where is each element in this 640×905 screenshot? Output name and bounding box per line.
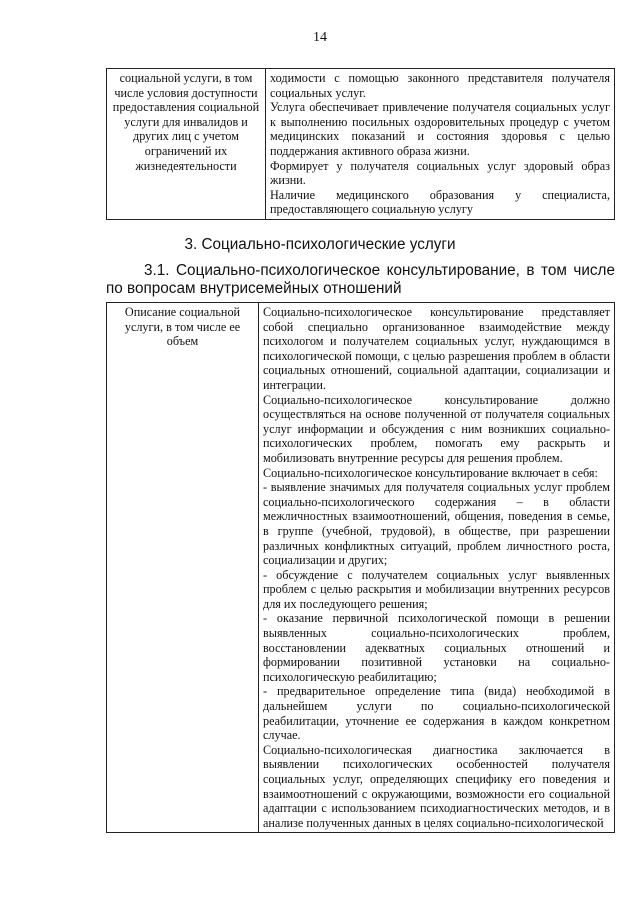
- page-number: 14: [313, 30, 327, 45]
- table-row: [107, 69, 615, 220]
- paragraph: Услуга обеспечивает привлечение получателя социальных услуг к выполнению посильных оздоровительных процедур с учетом медицинских показаний и состояния здоровья с целью поддержания активного образа жизни.: [270, 100, 610, 158]
- paragraph: - предварительное определение типа (вида) необходимой в дальнейшем услуги по социально-психологической реабилитации, уточнение ее содержания в каждом конкретном случае.: [263, 684, 610, 743]
- service-description-label: Описание социальной услуги, в том числе ее объем: [107, 303, 259, 833]
- section-title: 3. Социально-психологические услуги: [184, 236, 456, 253]
- paragraph: Социально-психологическое консультирование включает в себя:: [263, 465, 598, 480]
- service-description-label: социальной услуги, в том числе условия доступности предоставления социальной услуги для инвалидов и других лиц с учетом ограничений их жизнедеятельности: [107, 69, 266, 220]
- subsection-title-text: 3.1. Социально-психологическое консультирование, в том числе по вопросам внутрисемейных отношений: [106, 262, 615, 297]
- paragraph: Формирует у получателя социальных услуг здоровый образ жизни.: [270, 158, 610, 188]
- paragraph: ходимости с помощью законного представителя получателя социальных услуг.: [270, 71, 610, 100]
- paragraph: Социально-психологическое консультирование представляет собой специально организованное взаимодействие между психологом и получателем социальных услуг, нуждающимся в психологической помощи, с целью разрешения проблем в области социальных отношений, социальной адаптации, социализации и интеграции.: [263, 305, 610, 392]
- service-table: [106, 302, 615, 833]
- paragraph: - оказание первичной психологической помощи в решении выявленных социально-психологических проблем, восстановлении адекватных социальных отношений и формировании позитивной установки на социально-психологическую реабилитацию;: [263, 611, 610, 684]
- service-description-text: [266, 69, 615, 220]
- paragraph: Наличие медицинского образования у специалиста, предоставляющего социальную услугу: [270, 187, 610, 217]
- service-table-continued: [106, 68, 615, 220]
- service-description-text: [259, 303, 615, 833]
- subsection-title: [106, 262, 615, 298]
- paragraph: - обсуждение с получателем социальных услуг выявленных проблем с целью раскрытия и мобилизации внутренних ресурсов для их последующего решения;: [263, 567, 610, 611]
- table-row: [107, 303, 615, 833]
- paragraph: Социально-психологическая диагностика заключается в выявлении психологических особенностей получателя социальных услуг, определяющих специфику его поведения и взаимоотношений с окружающими, возможности его социальной адаптации с использованием психодиагностических методов, и в анализе полученных данных в целях социально-психологической: [263, 742, 610, 830]
- paragraph: Социально-психологическое консультирование должно осуществляться на основе полученной от получателя социальных услуг информации и обсуждения с ним возникших социально-психологических проблем, помогать ему раскрыть и мобилизовать внутренние ресурсы для решения проблем.: [263, 392, 610, 465]
- paragraph: - выявление значимых для получателя социальных услуг проблем социально-психологического содержания – в области межличностных взаимоотношений, общения, поведения в семье, в группе (учебной, трудовой), в обществе, при разрешении различных конфликтных ситуаций, проблем личностного роста, социализации и других;: [263, 480, 610, 568]
